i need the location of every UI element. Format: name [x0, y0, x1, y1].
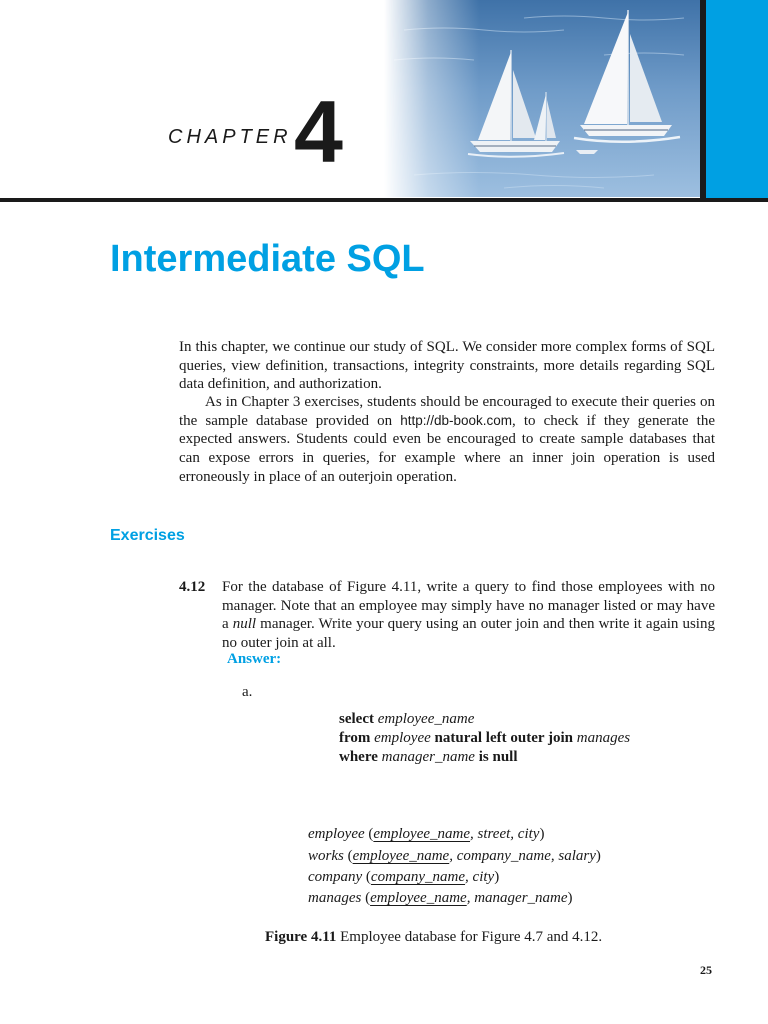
intro-paragraph-2: As in Chapter 3 exercises, students should be encouraged to execute their queries on the sample database provided on http://db-book.com, to check if they generate the expected answers. Students could even be encouraged to create sample databases that can expose errors in queries, for example where an inner join operation is used erroneously in place of an outerjoin operation.: [179, 394, 715, 485]
exercise-question: For the database of Figure 4.11, write a query to find those employees with no manager. Note that an employee may simply have no manager listed or may have a null manager. Write your query using an outer join and then write it again using no outer join at all.: [222, 579, 715, 652]
header-rule: [0, 198, 768, 202]
figure-caption: Figure 4.11 Employee database for Figure 4.7 and 4.12.: [265, 929, 603, 945]
chapter-label: CHAPTER: [168, 126, 292, 148]
answer-label: Answer:: [227, 651, 282, 667]
header-sailboat-photo: [384, 0, 702, 197]
schema-works: works (employee_name, company_name, salary): [308, 848, 601, 864]
exercises-heading: Exercises: [110, 527, 185, 544]
exercise-number: 4.12: [179, 579, 206, 595]
header-accent-block: [706, 0, 768, 200]
sql-where-line: where manager_name is null: [339, 749, 518, 765]
schema-manages: manages (employee_name, manager_name): [308, 890, 573, 906]
part-label: a.: [242, 684, 253, 700]
sql-from-line: from employee natural left outer join manages: [339, 730, 631, 746]
schema-company: company (company_name, city): [308, 869, 500, 885]
schema-employee: employee (employee_name, street, city): [308, 826, 545, 842]
intro-paragraph-1: In this chapter, we continue our study of SQL. We consider more complex forms of SQL queries, view definition, transactions, integrity constraints, more details regarding SQL data definition, and authorization.: [179, 339, 715, 393]
chapter-title: Intermediate SQL: [110, 238, 425, 280]
book-url-link[interactable]: http://db-book.com: [400, 412, 512, 428]
page-number: 25: [700, 963, 712, 977]
chapter-number: 4: [294, 82, 343, 181]
sql-select-line: select employee_name: [339, 711, 475, 727]
